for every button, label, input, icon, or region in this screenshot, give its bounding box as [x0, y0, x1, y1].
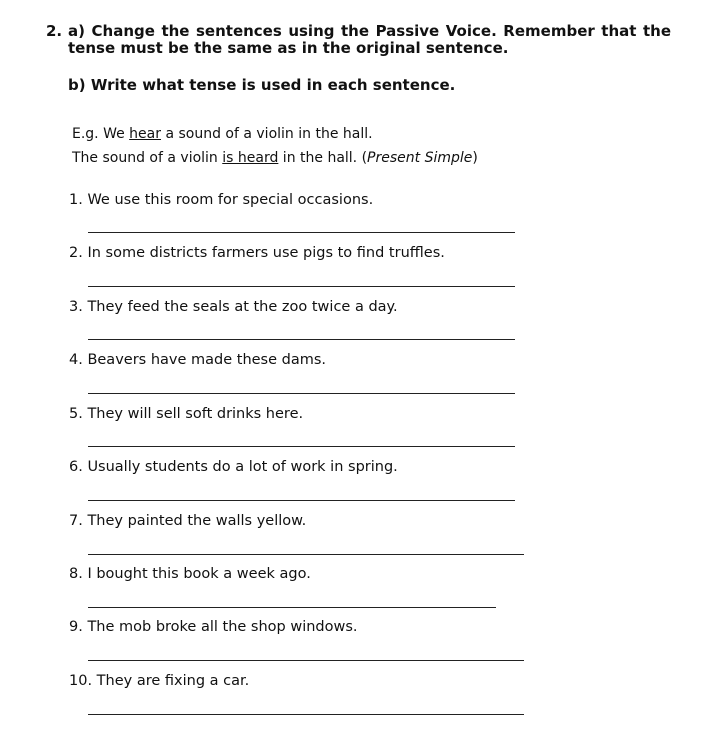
- example-sentence: E.g. We hear a sound of a violin in the hall.: [72, 126, 373, 142]
- sentence-4: 4. Beavers have made these dams.: [69, 352, 327, 368]
- answer-line-2[interactable]: [88, 286, 515, 287]
- sentence-8: 8. I bought this book a week ago.: [69, 566, 311, 582]
- sentence-6: 6. Usually students do a lot of work in spring.: [69, 459, 398, 475]
- example-answer: The sound of a violin is heard in the hall. (Present Simple): [72, 150, 478, 166]
- answer-line-7[interactable]: [88, 554, 524, 555]
- sentence-5: 5. They will sell soft drinks here.: [69, 406, 304, 422]
- answer-line-5[interactable]: [88, 446, 515, 447]
- example-tense: Present Simple: [367, 150, 473, 166]
- sentence-1: 1. We use this room for special occasions.: [69, 192, 374, 208]
- answer-line-9[interactable]: [88, 660, 524, 661]
- sentence-2: 2. In some districts farmers use pigs to find truffles.: [69, 245, 445, 261]
- task-instruction-a: [46, 23, 671, 57]
- example-verb: hear: [129, 126, 161, 142]
- sentence-7: 7. They painted the walls yellow.: [69, 513, 307, 529]
- task-number: 2.: [46, 22, 63, 40]
- answer-line-3[interactable]: [88, 339, 515, 340]
- example-answer-verb: is heard: [222, 150, 279, 166]
- task-part-a: a) Change the sentences using the Passive Voice. Remember that the tense must be the same as in the original sentence.: [68, 22, 671, 57]
- sentence-3: 3. They feed the seals at the zoo twice a day.: [69, 299, 398, 315]
- answer-line-6[interactable]: [88, 500, 515, 501]
- answer-line-4[interactable]: [88, 393, 515, 394]
- sentence-10: 10. They are fixing a car.: [69, 673, 250, 689]
- task-part-b: b) Write what tense is used in each sentence.: [68, 76, 456, 94]
- answer-line-8[interactable]: [88, 607, 496, 608]
- answer-line-1[interactable]: [88, 232, 515, 233]
- sentence-9: 9. The mob broke all the shop windows.: [69, 619, 358, 635]
- answer-line-10[interactable]: [88, 714, 524, 715]
